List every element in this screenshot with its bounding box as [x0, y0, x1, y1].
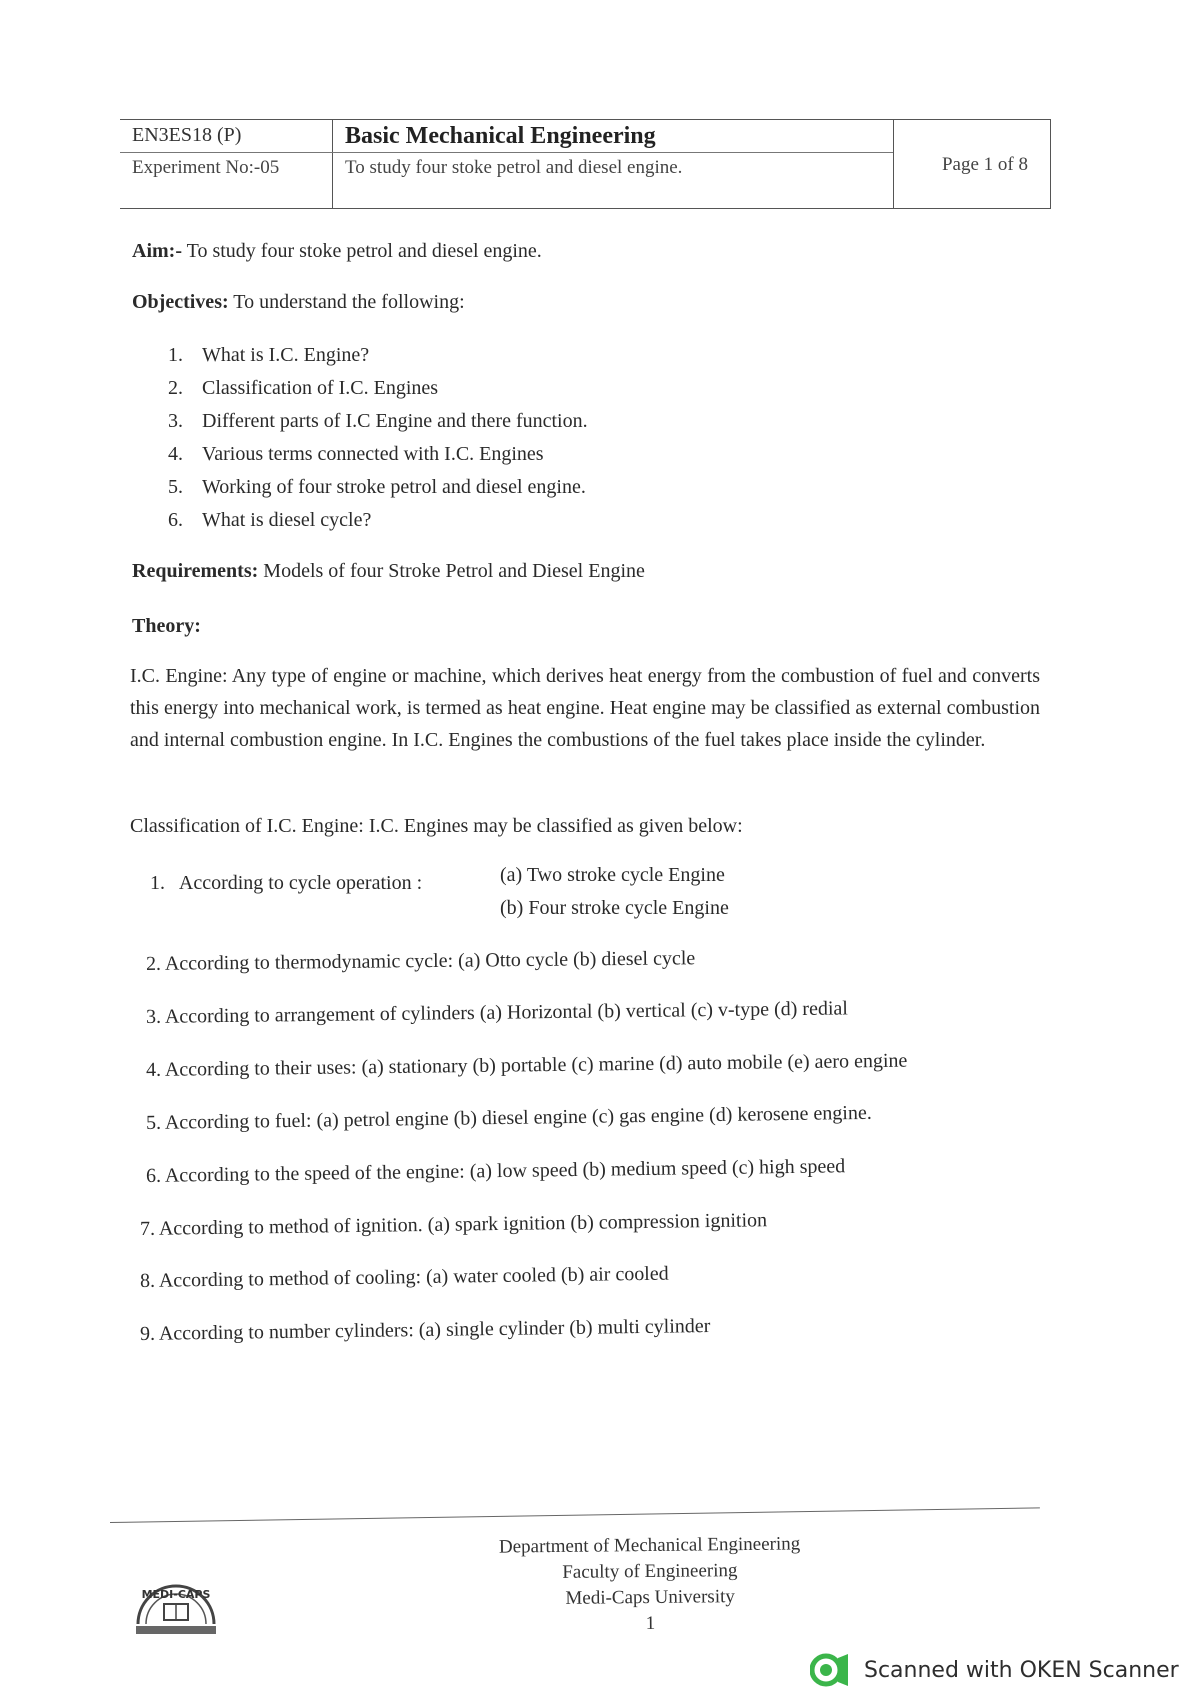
subject-title: Basic Mechanical Engineering — [345, 123, 656, 149]
course-code: EN3ES18 (P) — [132, 124, 242, 146]
objective-item — [168, 507, 371, 533]
objective-item — [168, 408, 588, 434]
footer-rule — [110, 1507, 1040, 1523]
objectives-intro: To understand the following: — [233, 291, 465, 313]
header-table — [120, 119, 1051, 209]
objective-num: 2. — [168, 377, 183, 399]
classification-intro: Classification of I.C. Engine: I.C. Engines may be classified as given below: — [130, 815, 743, 837]
objective-text: Working of four stroke petrol and diesel engine. — [202, 476, 586, 498]
cycle-operation-b: (b) Four stroke cycle Engine — [500, 897, 729, 919]
aim-line — [132, 238, 542, 264]
aim-text: To study four stoke petrol and diesel engine. — [186, 240, 542, 262]
objective-text: Various terms connected with I.C. Engines — [202, 443, 544, 465]
theory-label: Theory: — [132, 615, 201, 637]
cycle-operation-label: 1. According to cycle operation : — [150, 872, 423, 894]
university-seal-icon — [128, 1572, 224, 1640]
objective-num: 5. — [168, 476, 183, 498]
requirements-text: Models of four Stroke Petrol and Diesel Engine — [263, 560, 645, 582]
page-number: Page 1 of 8 — [941, 154, 1028, 175]
footer-university: Medi-Caps University — [565, 1586, 735, 1609]
header-left-cell — [120, 120, 333, 208]
objective-num: 6. — [168, 509, 183, 531]
objective-num: 3. — [168, 410, 183, 432]
ic-engine-paragraph: I.C. Engine: Any type of engine or machine, which derives heat energy from the combustion of fuel and converts this energy into mechanical work, is termed as heat engine. Heat engine may be classified as external combustion and internal combustion engine. In I.C. Engines the combustions of the fuel takes place inside the cylinder. — [130, 665, 1040, 751]
experiment-number: Experiment No:-05 — [132, 157, 280, 178]
classification-item: 4. According to their uses: (a) stationary (b) portable (c) marine (d) auto mobile (e) aero engine — [145, 1049, 908, 1081]
classification-item: 6. According to the speed of the engine: (a) low speed (b) medium speed (c) high speed — [145, 1155, 846, 1187]
requirements-label: Requirements: — [132, 560, 259, 582]
objective-text: What is diesel cycle? — [202, 509, 372, 531]
classification-item: 5. According to fuel: (a) petrol engine (b) diesel engine (c) gas engine (d) kerosene engine. — [145, 1101, 872, 1134]
objective-text: Classification of I.C. Engines — [202, 377, 439, 399]
cycle-operation-a: (a) Two stroke cycle Engine — [500, 864, 725, 886]
objective-item — [168, 474, 586, 500]
footer-faculty: Faculty of Engineering — [562, 1560, 738, 1583]
footer-block — [439, 1531, 860, 1639]
footer-department: Department of Mechanical Engineering — [498, 1533, 801, 1558]
header-divider — [120, 152, 893, 153]
requirements-line — [132, 558, 645, 584]
footer-page-number: 1 — [645, 1612, 656, 1635]
objective-text: Different parts of I.C Engine and there function. — [202, 410, 588, 432]
scanner-watermark-text: Scanned with OKEN Scanner — [864, 1657, 1179, 1683]
objective-num: 1. — [168, 344, 183, 366]
oken-scanner-logo-icon — [810, 1652, 850, 1688]
objective-text: What is I.C. Engine? — [202, 344, 370, 366]
svg-text:MEDI-CAPS: MEDI-CAPS — [141, 1588, 211, 1601]
classification-item: 3. According to arrangement of cylinders (a) Horizontal (b) vertical (c) v-type (d) redial — [145, 997, 849, 1028]
aim-label: Aim:- — [132, 240, 182, 262]
objective-item — [168, 375, 438, 401]
objectives-line — [132, 289, 465, 315]
scanner-watermark — [810, 1652, 1179, 1688]
header-middle-cell — [333, 120, 894, 208]
classification-item: 2. According to thermodynamic cycle: (a) Otto cycle (b) diesel cycle — [145, 947, 696, 975]
experiment-title: To study four stoke petrol and diesel engine. — [345, 157, 683, 178]
classification-item: 8. According to method of cooling: (a) water cooled (b) air cooled — [139, 1262, 669, 1292]
classification-item: 7. According to method of ignition. (a) spark ignition (b) compression ignition — [139, 1209, 768, 1240]
classification-item: 9. According to number cylinders: (a) single cylinder (b) multi cylinder — [139, 1315, 711, 1345]
objective-item — [168, 441, 544, 467]
objective-item — [168, 342, 369, 368]
objectives-label: Objectives: — [132, 291, 229, 313]
objective-num: 4. — [168, 443, 183, 465]
theory-heading — [132, 613, 201, 639]
